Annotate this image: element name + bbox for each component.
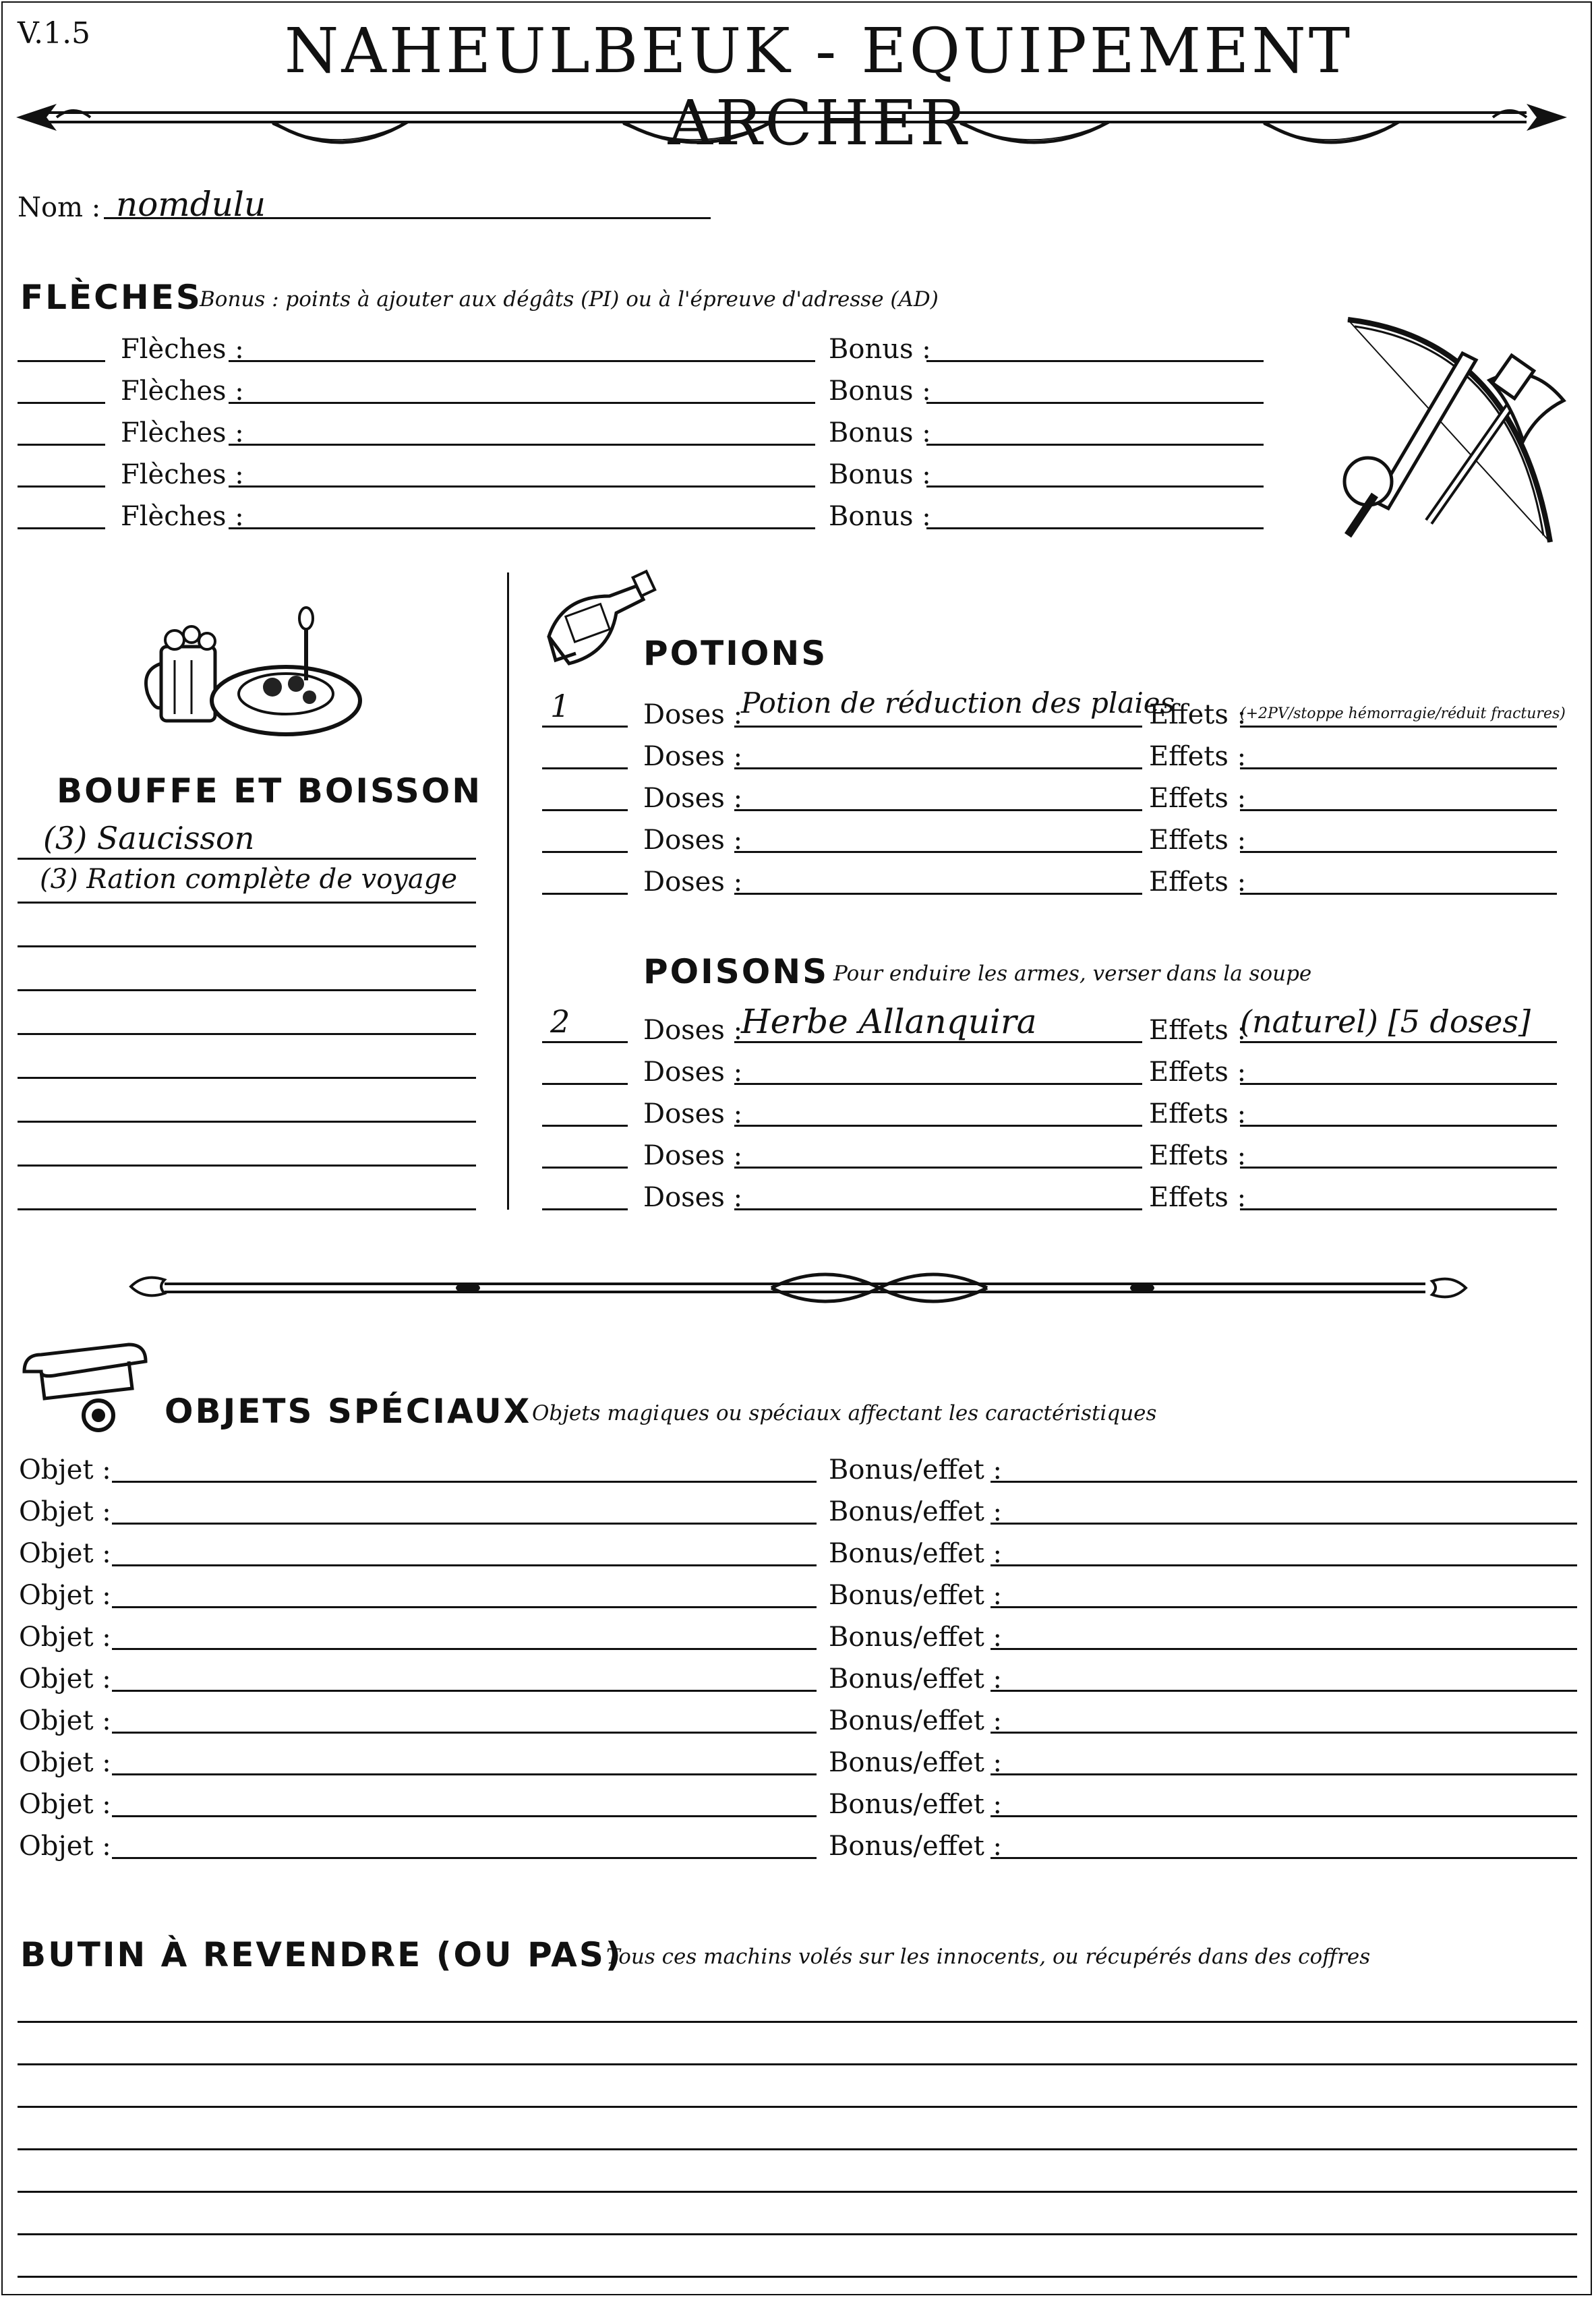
scroll-and-ring-icon bbox=[18, 1341, 166, 1436]
objet-line bbox=[112, 1648, 817, 1650]
fleche-bonus-line bbox=[926, 485, 1264, 488]
objet-label: Objet : bbox=[19, 1538, 111, 1569]
bouffe-line bbox=[18, 1033, 476, 1035]
poisons-subtitle: Pour enduire les armes, verser dans la soupe bbox=[833, 962, 1312, 986]
potions-name-line bbox=[734, 851, 1142, 853]
potions-name[interactable]: Potion de réduction des plaies bbox=[741, 686, 1175, 719]
fleche-label: Flèches : bbox=[121, 334, 244, 365]
fleche-bonus-line bbox=[926, 360, 1264, 362]
objet-bonus-label: Bonus/effet : bbox=[829, 1747, 1003, 1778]
poisons-doses-label: Doses : bbox=[643, 1098, 743, 1129]
tankard-and-plate-icon bbox=[141, 606, 363, 741]
version-label: V.1.5 bbox=[18, 16, 91, 51]
bouffe-line bbox=[18, 902, 476, 904]
potions-name-line bbox=[734, 809, 1142, 811]
objet-bonus-line bbox=[991, 1523, 1577, 1525]
poisons-name-line bbox=[734, 1167, 1142, 1169]
objets-title: OBJETS SPÉCIAUX bbox=[165, 1392, 532, 1431]
fleche-qty-line bbox=[18, 402, 105, 404]
bouffe-line bbox=[18, 1077, 476, 1079]
potions-effets-label: Effets : bbox=[1149, 866, 1247, 897]
butin-line bbox=[18, 2106, 1577, 2108]
butin-line bbox=[18, 2276, 1577, 2278]
poisons-name[interactable]: Herbe Allanquira bbox=[741, 1002, 1037, 1041]
crossed-bow-sword-axe-icon bbox=[1328, 313, 1577, 556]
fleche-name-line bbox=[229, 402, 815, 404]
poisons-effets[interactable]: (naturel) [5 doses] bbox=[1240, 1003, 1531, 1040]
objet-line bbox=[112, 1564, 817, 1566]
objet-label: Objet : bbox=[19, 1580, 111, 1611]
objet-bonus-line bbox=[991, 1564, 1577, 1566]
poisons-effets-line bbox=[1240, 1208, 1557, 1210]
potions-qty-line bbox=[542, 809, 628, 811]
fleche-label: Flèches : bbox=[121, 501, 244, 532]
fleche-bonus-label: Bonus : bbox=[829, 376, 931, 407]
objet-line bbox=[112, 1606, 817, 1608]
objet-bonus-line bbox=[991, 1690, 1577, 1692]
potions-effets-line bbox=[1240, 726, 1557, 728]
objet-bonus-label: Bonus/effet : bbox=[829, 1831, 1003, 1862]
column-divider bbox=[507, 572, 509, 1210]
butin-line bbox=[18, 2021, 1577, 2023]
potions-effets-label: Effets : bbox=[1149, 699, 1247, 730]
butin-subtitle: Tous ces machins volés sur les innocents, ou récupérés dans des coffres bbox=[606, 1945, 1371, 1969]
bouffe-line bbox=[18, 945, 476, 947]
objet-bonus-label: Bonus/effet : bbox=[829, 1663, 1003, 1695]
fleche-qty-line bbox=[18, 485, 105, 488]
poisons-name-line bbox=[734, 1083, 1142, 1085]
butin-title: BUTIN À REVENDRE (OU PAS) bbox=[20, 1935, 623, 1974]
poisons-qty-line bbox=[542, 1041, 628, 1043]
bouffe-item[interactable]: (3) Saucisson bbox=[43, 820, 255, 856]
poisons-doses-label: Doses : bbox=[643, 1057, 743, 1088]
poisons-qty-line bbox=[542, 1208, 628, 1210]
fleche-label: Flèches : bbox=[121, 417, 244, 448]
objet-bonus-line bbox=[991, 1857, 1577, 1859]
bouffe-title: BOUFFE ET BOISSON bbox=[57, 771, 483, 811]
objet-line bbox=[112, 1481, 817, 1483]
poisons-qty[interactable]: 2 bbox=[550, 1003, 570, 1040]
butin-line bbox=[18, 2148, 1577, 2150]
poisons-name-line bbox=[734, 1208, 1142, 1210]
fleches-title: FLÈCHES bbox=[20, 278, 202, 317]
nom-underline bbox=[104, 217, 711, 219]
poisons-effets-line bbox=[1240, 1167, 1557, 1169]
poisons-doses-label: Doses : bbox=[643, 1015, 743, 1046]
objet-bonus-label: Bonus/effet : bbox=[829, 1454, 1003, 1485]
fleche-bonus-line bbox=[926, 527, 1264, 529]
poisons-effets-label: Effets : bbox=[1149, 1182, 1247, 1213]
objet-label: Objet : bbox=[19, 1747, 111, 1778]
objet-label: Objet : bbox=[19, 1622, 111, 1653]
bouffe-line bbox=[18, 1208, 476, 1210]
objet-label: Objet : bbox=[19, 1496, 111, 1527]
fleche-bonus-label: Bonus : bbox=[829, 417, 931, 448]
fleche-label: Flèches : bbox=[121, 459, 244, 490]
poisons-name-line bbox=[734, 1125, 1142, 1127]
fleche-bonus-label: Bonus : bbox=[829, 334, 931, 365]
objet-bonus-label: Bonus/effet : bbox=[829, 1622, 1003, 1653]
fleche-bonus-label: Bonus : bbox=[829, 459, 931, 490]
objet-bonus-line bbox=[991, 1606, 1577, 1608]
fleche-bonus-label: Bonus : bbox=[829, 501, 931, 532]
nom-label: Nom : bbox=[18, 192, 101, 223]
potions-qty-line bbox=[542, 767, 628, 769]
objet-line bbox=[112, 1523, 817, 1525]
fleche-label: Flèches : bbox=[121, 376, 244, 407]
arrow-divider bbox=[16, 87, 1567, 154]
fleche-qty-line bbox=[18, 360, 105, 362]
poisons-effets-line bbox=[1240, 1041, 1557, 1043]
fleche-name-line bbox=[229, 444, 815, 446]
potions-doses-label: Doses : bbox=[643, 866, 743, 897]
objets-subtitle: Objets magiques ou spéciaux affectant les caractéristiques bbox=[532, 1401, 1157, 1425]
potions-qty-line bbox=[542, 726, 628, 728]
potions-effets-label: Effets : bbox=[1149, 741, 1247, 772]
objet-line bbox=[112, 1732, 817, 1734]
objet-bonus-label: Bonus/effet : bbox=[829, 1496, 1003, 1527]
potions-effets-line bbox=[1240, 851, 1557, 853]
objet-bonus-label: Bonus/effet : bbox=[829, 1705, 1003, 1736]
poisons-doses-label: Doses : bbox=[643, 1182, 743, 1213]
potions-name-line bbox=[734, 767, 1142, 769]
butin-line bbox=[18, 2191, 1577, 2193]
poisons-title: POISONS bbox=[643, 952, 829, 991]
objet-label: Objet : bbox=[19, 1789, 111, 1820]
poisons-name-line bbox=[734, 1041, 1142, 1043]
fleche-bonus-line bbox=[926, 402, 1264, 404]
bouffe-item[interactable]: (3) Ration complète de voyage bbox=[40, 864, 458, 895]
objet-label: Objet : bbox=[19, 1454, 111, 1485]
potions-effets-label: Effets : bbox=[1149, 783, 1247, 814]
objet-bonus-line bbox=[991, 1815, 1577, 1817]
objet-line bbox=[112, 1773, 817, 1775]
fleche-name-line bbox=[229, 485, 815, 488]
potions-effets-label: Effets : bbox=[1149, 825, 1247, 856]
bouffe-line bbox=[18, 989, 476, 991]
character-sheet bbox=[1, 1, 1592, 2295]
bouffe-line bbox=[18, 1165, 476, 1167]
objet-bonus-line bbox=[991, 1773, 1577, 1775]
potions-qty-line bbox=[542, 893, 628, 895]
poisons-effets-label: Effets : bbox=[1149, 1057, 1247, 1088]
objet-bonus-line bbox=[991, 1648, 1577, 1650]
staff-divider bbox=[131, 1264, 1466, 1311]
objet-label: Objet : bbox=[19, 1831, 111, 1862]
poisons-effets-line bbox=[1240, 1125, 1557, 1127]
potions-name-line bbox=[734, 893, 1142, 895]
poisons-qty-line bbox=[542, 1083, 628, 1085]
objet-bonus-line bbox=[991, 1732, 1577, 1734]
potions-doses-label: Doses : bbox=[643, 825, 743, 856]
potions-doses-label: Doses : bbox=[643, 699, 743, 730]
fleches-subtitle: Bonus : points à ajouter aux dégâts (PI) ou à l'épreuve d'adresse (AD) bbox=[200, 287, 939, 312]
poisons-doses-label: Doses : bbox=[643, 1140, 743, 1171]
potions-effets-line bbox=[1240, 809, 1557, 811]
objet-bonus-label: Bonus/effet : bbox=[829, 1580, 1003, 1611]
potions-effets[interactable]: (+2PV/stoppe hémorragie/réduit fractures) bbox=[1240, 705, 1566, 722]
fleche-qty-line bbox=[18, 527, 105, 529]
page-title: NAHEULBEUK - EQUIPEMENT ARCHER bbox=[284, 15, 1353, 159]
fleche-name-line bbox=[229, 360, 815, 362]
potions-title: POTIONS bbox=[643, 634, 828, 673]
poisons-effets-label: Effets : bbox=[1149, 1098, 1247, 1129]
potions-name-line bbox=[734, 726, 1142, 728]
objet-line bbox=[112, 1815, 817, 1817]
objet-label: Objet : bbox=[19, 1705, 111, 1736]
fleche-name-line bbox=[229, 527, 815, 529]
potions-doses-label: Doses : bbox=[643, 741, 743, 772]
objet-label: Objet : bbox=[19, 1663, 111, 1695]
poisons-qty-line bbox=[542, 1125, 628, 1127]
objet-bonus-label: Bonus/effet : bbox=[829, 1789, 1003, 1820]
poisons-qty-line bbox=[542, 1167, 628, 1169]
fleche-qty-line bbox=[18, 444, 105, 446]
poisons-effets-label: Effets : bbox=[1149, 1140, 1247, 1171]
butin-line bbox=[18, 2063, 1577, 2065]
potions-qty-line bbox=[542, 851, 628, 853]
objet-line bbox=[112, 1690, 817, 1692]
potions-doses-label: Doses : bbox=[643, 783, 743, 814]
potions-effets-line bbox=[1240, 893, 1557, 895]
objet-bonus-line bbox=[991, 1481, 1577, 1483]
potions-qty[interactable]: 1 bbox=[550, 688, 570, 724]
bouffe-line bbox=[18, 1121, 476, 1123]
poisons-effets-label: Effets : bbox=[1149, 1015, 1247, 1046]
potions-effets-line bbox=[1240, 767, 1557, 769]
butin-line bbox=[18, 2233, 1577, 2235]
poisons-effets-line bbox=[1240, 1083, 1557, 1085]
fleche-bonus-line bbox=[926, 444, 1264, 446]
objet-bonus-label: Bonus/effet : bbox=[829, 1538, 1003, 1569]
nom-value[interactable]: nomdulu bbox=[116, 185, 266, 224]
objet-line bbox=[112, 1857, 817, 1859]
bouffe-line bbox=[18, 858, 476, 860]
